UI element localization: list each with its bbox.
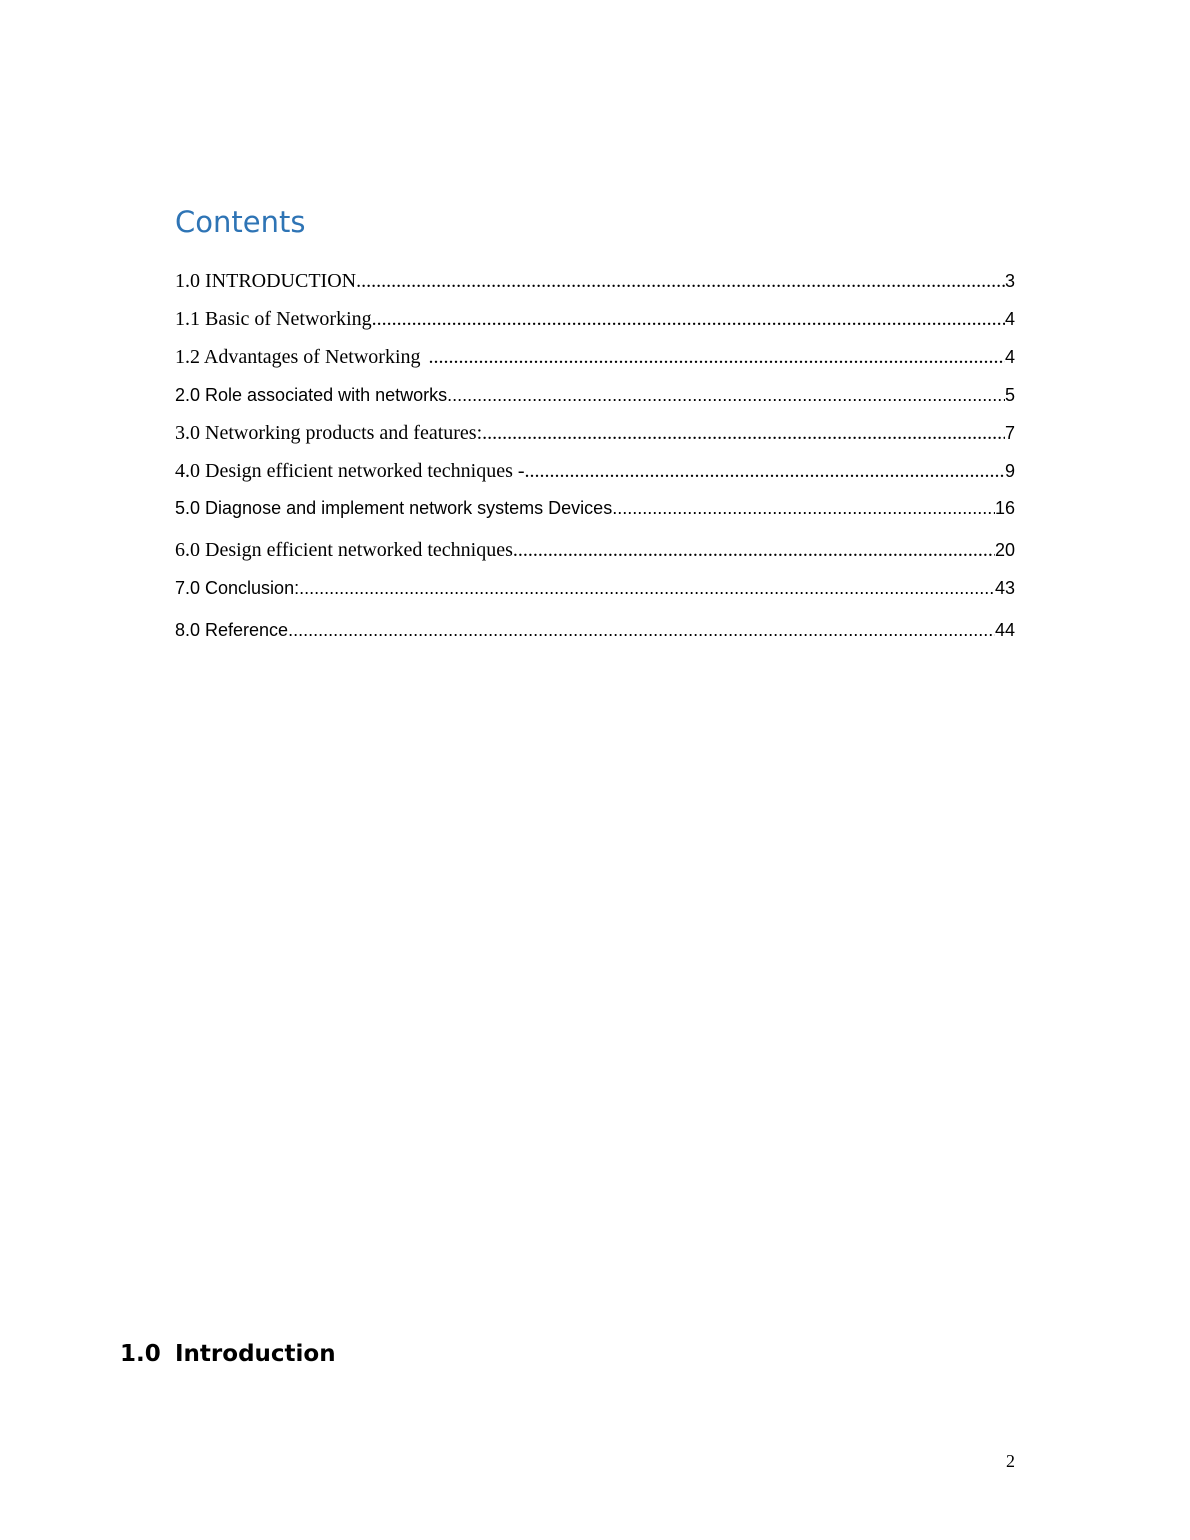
toc-entry-label: 4.0 Design efficient networked techniques - xyxy=(175,460,525,482)
toc-leader-dots xyxy=(288,620,995,641)
section-heading xyxy=(120,1338,336,1370)
toc-leader-dots xyxy=(356,270,1005,293)
toc-entry-reference[interactable] xyxy=(175,620,1015,641)
toc-entry-label: 1.2 Advantages of Networking xyxy=(175,346,421,368)
toc-leader-dots xyxy=(372,308,1005,331)
toc-leader-dots xyxy=(299,578,995,599)
page-number: 2 xyxy=(1006,1451,1015,1471)
toc-entry-page: 16 xyxy=(994,498,1015,518)
toc-leader-dots xyxy=(612,498,995,519)
toc-entry-label: 2.0 Role associated with networks xyxy=(175,385,448,405)
toc-leader-dots xyxy=(513,539,995,562)
toc-leader-dots xyxy=(525,460,1005,483)
toc-entry-page: 5 xyxy=(1004,385,1015,405)
toc-entry-page: 9 xyxy=(1004,461,1015,481)
toc-entry-page: 44 xyxy=(994,620,1015,640)
toc-entry-page: 4 xyxy=(1004,309,1015,329)
toc-leader-dots xyxy=(482,422,1005,445)
section-title: Introduction xyxy=(175,1341,336,1367)
toc-entry-introduction[interactable] xyxy=(175,270,1015,293)
toc-entry-label: 5.0 Diagnose and implement network systems Devices xyxy=(175,498,613,518)
toc-entry-label: 8.0 Reference xyxy=(175,620,289,640)
toc-entry-label: 7.0 Conclusion: xyxy=(175,578,300,598)
section-number: 1.0 xyxy=(120,1341,161,1367)
toc-entry-page: 43 xyxy=(994,578,1015,598)
toc-entry-design-techniques-2[interactable] xyxy=(175,539,1015,562)
toc-leader-dots xyxy=(447,385,1005,406)
toc-entry-advantages-networking[interactable] xyxy=(175,346,1015,369)
toc-entry-networking-products[interactable] xyxy=(175,422,1015,445)
toc-entry-page: 20 xyxy=(994,540,1015,560)
toc-entry-page: 7 xyxy=(1004,423,1015,443)
toc-entry-label: 6.0 Design efficient networked techniques xyxy=(175,539,513,561)
toc-entry-label: 1.1 Basic of Networking xyxy=(175,308,372,330)
toc-entry-conclusion[interactable] xyxy=(175,578,1015,599)
toc-entry-role-networks[interactable] xyxy=(175,385,1015,406)
toc-heading: Contents xyxy=(175,205,306,239)
toc-entry-basic-networking[interactable] xyxy=(175,308,1015,331)
toc-entry-label: 3.0 Networking products and features: xyxy=(175,422,483,444)
toc-entry-label: 1.0 INTRODUCTION xyxy=(175,270,357,292)
toc-entry-design-techniques[interactable] xyxy=(175,460,1015,483)
toc-leader-dots xyxy=(429,346,1005,369)
toc-entry-page: 4 xyxy=(1004,347,1015,367)
toc-entry-diagnose-implement[interactable] xyxy=(175,498,1015,519)
toc-entry-page: 3 xyxy=(1004,271,1015,291)
